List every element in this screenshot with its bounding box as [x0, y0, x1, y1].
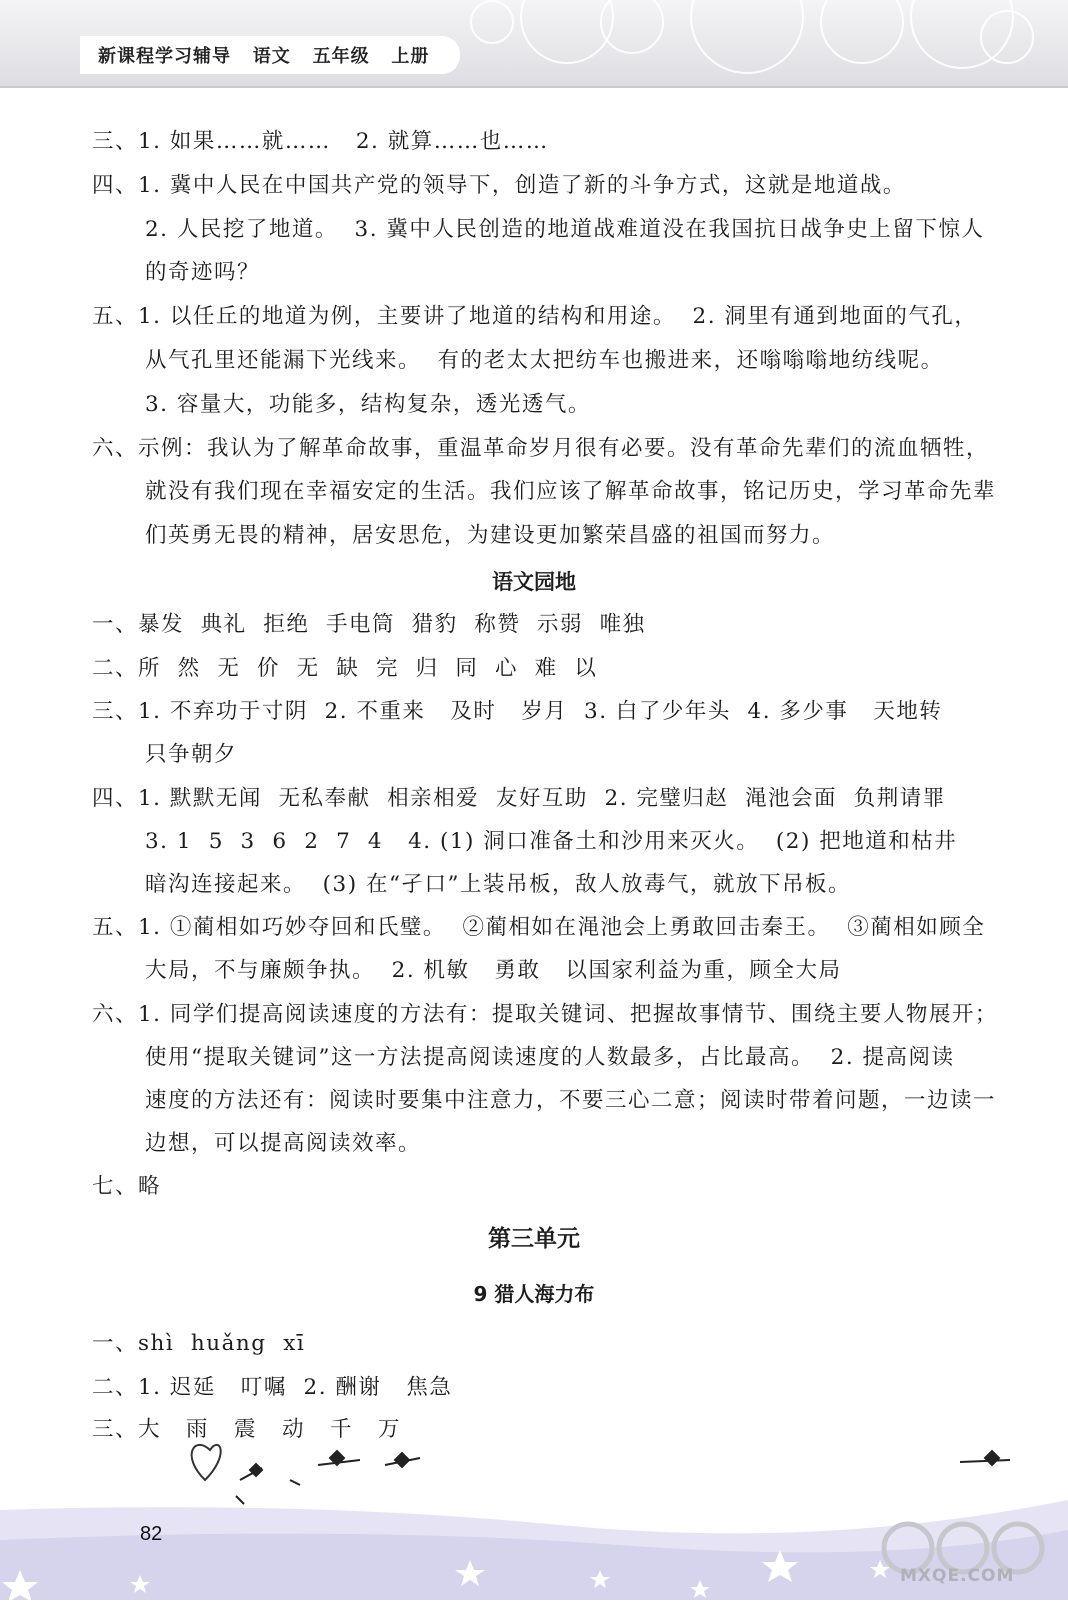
answer-line: 二、所 然 无 价 无 缺 完 归 同 心 难 以: [92, 656, 598, 681]
page-number: 82: [140, 1523, 163, 1545]
answer-line: 五、1. 以任丘的地道为例，主要讲了地道的结构和用途。 2. 洞里有通到地面的气孔，: [92, 304, 978, 329]
answer-line: 速度的方法还有：阅读时要集中注意力，不要三心二意；阅读时带着问题，一边读一: [145, 1088, 997, 1113]
answer-line: 二、1. 迟延 叮嘱 2. 酬谢 焦急: [92, 1375, 453, 1400]
answer-line: 使用“提取关键词”这一方法提高阅读速度的人数最多，占比最高。 2. 提高阅读: [145, 1045, 955, 1070]
answer-line: 3. 容量大，功能多，结构复杂，透光透气。: [145, 392, 591, 417]
answer-line: 一、shì huǎng xī: [92, 1331, 306, 1356]
answer-line: 们英勇无畏的精神，居安思危，为建设更加繁荣昌盛的祖国而努力。: [145, 523, 836, 548]
page-header: [0, 0, 1068, 88]
answer-line: 就没有我们现在幸福安定的生活。我们应该了解革命故事，铭记历史，学习革命先辈: [145, 479, 997, 504]
answer-line: 三、1. 不弃功于寸阴 2. 不重来 及时 岁月 3. 白了少年头 4. 多少事 天地转: [92, 699, 943, 724]
answer-line: 暗沟连接起来。 (3) 在“孑口”上装吊板，敌人放毒气，就放下吊板。: [145, 872, 851, 897]
decor-bubble: [820, 0, 904, 64]
lesson-heading: 9 猎人海力布: [473, 1282, 595, 1306]
answer-line: 的奇迹吗？: [145, 260, 261, 285]
answer-line: 六、示例：我认为了解革命故事，重温革命岁月很有必要。没有革命先辈们的流血牺牲，: [92, 436, 990, 461]
answer-line: 一、暴发 典礼 拒绝 手电筒 猎豹 称赞 示弱 唯独: [92, 612, 646, 637]
answer-line: 三、1. 如果……就…… 2. 就算……也……: [92, 129, 549, 154]
answer-line: 3. 1 5 3 6 2 7 4 4. (1) 洞口准备土和沙用来灭火。 (2) 把地道和枯井: [145, 829, 958, 854]
answer-line: 边想，可以提高阅读效率。: [145, 1131, 422, 1156]
answer-line: 三、大 雨 震 动 千 万: [92, 1417, 402, 1442]
answer-line: 七、略: [92, 1174, 162, 1199]
decor-bubble: [600, 0, 664, 54]
unit-heading: 第三单元: [488, 1226, 580, 1252]
book-title: 新课程学习辅导 语文 五年级 上册: [98, 46, 430, 67]
answer-line: 从气孔里还能漏下光线来。 有的老太太把纺车也搬进来，还嗡嗡嗡地纺线呢。: [145, 348, 944, 373]
answer-line: 五、1. ①蔺相如巧妙夺回和氏璧。 ②蔺相如在渑池会上勇敢回击秦王。 ③蔺相如顾全: [92, 915, 986, 940]
decor-bubble: [470, 0, 514, 44]
decor-bubble: [980, 10, 1034, 64]
answer-line: 四、1. 默默无闻 无私奉献 相亲相爱 友好互助 2. 完璧归赵 渑池会面 负荆请罪: [92, 786, 946, 811]
answer-line: 四、1. 冀中人民在中国共产党的领导下，创造了新的斗争方式，这就是地道战。: [92, 173, 906, 198]
watermark-text: MXQE.COM: [900, 1566, 1015, 1586]
answer-line: 六、1. 同学们提高阅读速度的方法有：提取关键词、把握故事情节、围绕主要人物展开；: [92, 1002, 998, 1027]
section-heading-garden: 语文园地: [492, 570, 576, 594]
answer-line: 大局，不与廉颇争执。 2. 机敏 勇敢 以国家利益为重，顾全大局: [145, 958, 842, 983]
decor-bubble: [520, 0, 614, 64]
decor-bubble: [690, 0, 804, 74]
answer-line: 2. 人民挖了地道。 3. 冀中人民创造的地道战难道没在我国抗日战争史上留下惊人: [145, 217, 985, 242]
answer-line: 只争朝夕: [145, 742, 238, 767]
